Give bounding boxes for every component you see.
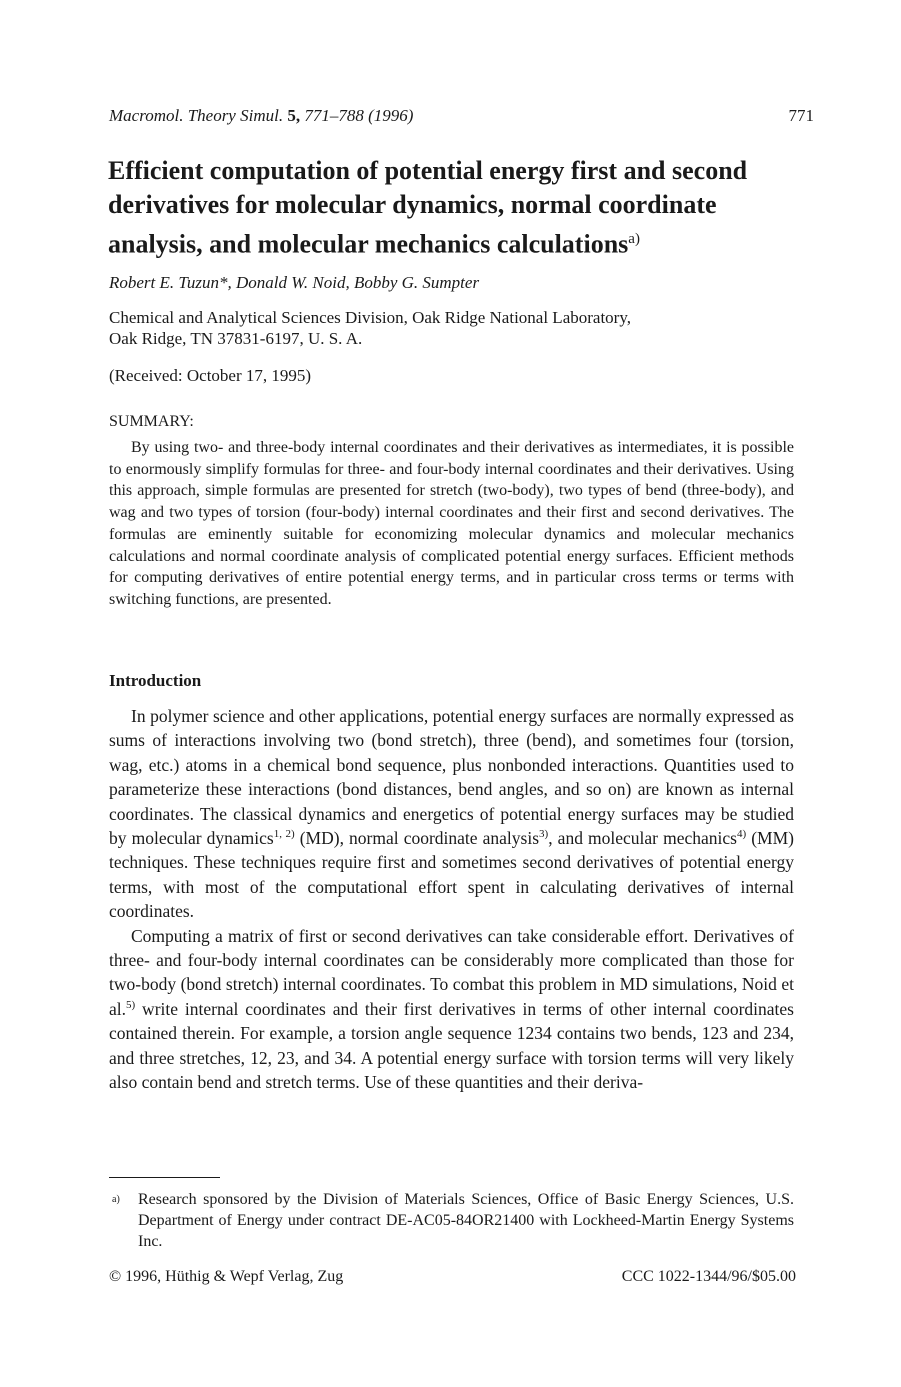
received-date: (Received: October 17, 1995)	[109, 366, 312, 385]
footnote-mark: a)	[112, 1194, 120, 1205]
section-heading-introduction: Introduction	[109, 671, 202, 690]
pages-year: 771–788 (1996)	[304, 106, 414, 125]
intro-p2-text-a: Computing a matrix of first or second derivatives can take considerable effort. Derivatives of three- and four-body internal coordinates can be considerably more complicated than those for two-body (bond stretch) internal coordinates. To combat this problem in MD simulations, Noid et al.	[109, 925, 794, 1019]
footnote-divider	[109, 1177, 220, 1178]
intro-p2-text-b: write internal coordinates and their first derivatives in terms of other internal coordinates contained therein. For example, a torsion angle sequence 1234 contains two bends, 123 and 234, and three stretches, 12, 23, and 34. A potential energy surface with torsion terms will very likely also contain bend and stretch terms. Use of these quantities and their deriva-	[109, 998, 794, 1093]
affiliation-line-1: Chemical and Analytical Sciences Division, Oak Ridge National Laboratory,	[109, 308, 631, 327]
citation-ref-5: 5)	[126, 999, 136, 1012]
copyright-notice: © 1996, Hüthig & Wepf Verlag, Zug	[109, 1268, 344, 1285]
intro-paragraph-1	[109, 704, 794, 924]
affiliation	[109, 307, 631, 349]
citation-ref-4: 4)	[736, 828, 747, 841]
footnote-text: Research sponsored by the Division of Materials Sciences, Office of Basic Energy Sciences, U.S. Department of Energy under contract DE-AC05-84OR21400 with Lockheed-Martin Energy Systems Inc.	[138, 1191, 794, 1250]
intro-paragraph-2	[109, 924, 794, 1095]
citation-ref-1-2: 1, 2)	[273, 828, 295, 841]
page-number: 771	[788, 106, 814, 125]
intro-p1-text-b: (MD), normal coordinate analysis	[294, 828, 540, 849]
volume-number: 5,	[287, 106, 301, 125]
intro-p1-text-a: In polymer science and other applications, potential energy surfaces are normally expressed as sums of interactions involving two (bond stretch), three (bend), and sometimes four (torsion, wag, etc.) atoms in a chemical bond sequence, plus nonbonded interactions. Quantities used to parameterize these interactions (bond distances, bend angles, and so on) are known as internal coordinates. The classical dynamics and energetics of potential energy surfaces may be studied by molecular dynamics	[109, 706, 794, 849]
introduction-body	[109, 704, 794, 1095]
intro-p1-text-c: , and molecular mechanics	[548, 828, 737, 849]
summary-heading: SUMMARY:	[109, 413, 194, 430]
paper-title	[108, 154, 808, 262]
title-text: Efficient computation of potential energy first and second derivatives for molecular dynamics, normal coordinate analysis, and molecular mechanics calculations	[108, 156, 748, 259]
citation-ref-3: 3)	[539, 828, 549, 841]
intro-p1-text-d: (MM) techniques. These techniques require first and sometimes second derivatives of potential energy terms, with most of the computational effort spent in calculating derivatives of internal coordinates.	[109, 828, 794, 922]
summary-text: By using two- and three-body internal coordinates and their derivatives as intermediates, it is possible to enormously simplify formulas for three- and four-body internal coordinates and their derivatives. Using this approach, simple formulas are presented for stretch (two-body), two types of bend (three-body), and wag and two types of torsion (four-body) internal coordinates and their first and second derivatives. The formulas are eminently suitable for economizing molecular dynamics and molecular mechanics calculations and normal coordinate analysis of complicated potential energy surfaces. Efficient methods for computing derivatives of entire potential energy terms, and in particular cross terms or terms with switching functions, are presented.	[109, 439, 794, 608]
footnote	[109, 1189, 794, 1252]
ccc-code: CCC 1022-1344/96/$05.00	[621, 1268, 796, 1285]
running-header	[109, 106, 814, 126]
author-list: Robert E. Tuzun*, Donald W. Noid, Bobby G. Sumpter	[109, 273, 480, 292]
affiliation-line-2: Oak Ridge, TN 37831-6197, U. S. A.	[109, 329, 363, 348]
journal-name: Macromol. Theory Simul.	[109, 106, 284, 125]
title-footnote-mark: a)	[628, 231, 640, 247]
